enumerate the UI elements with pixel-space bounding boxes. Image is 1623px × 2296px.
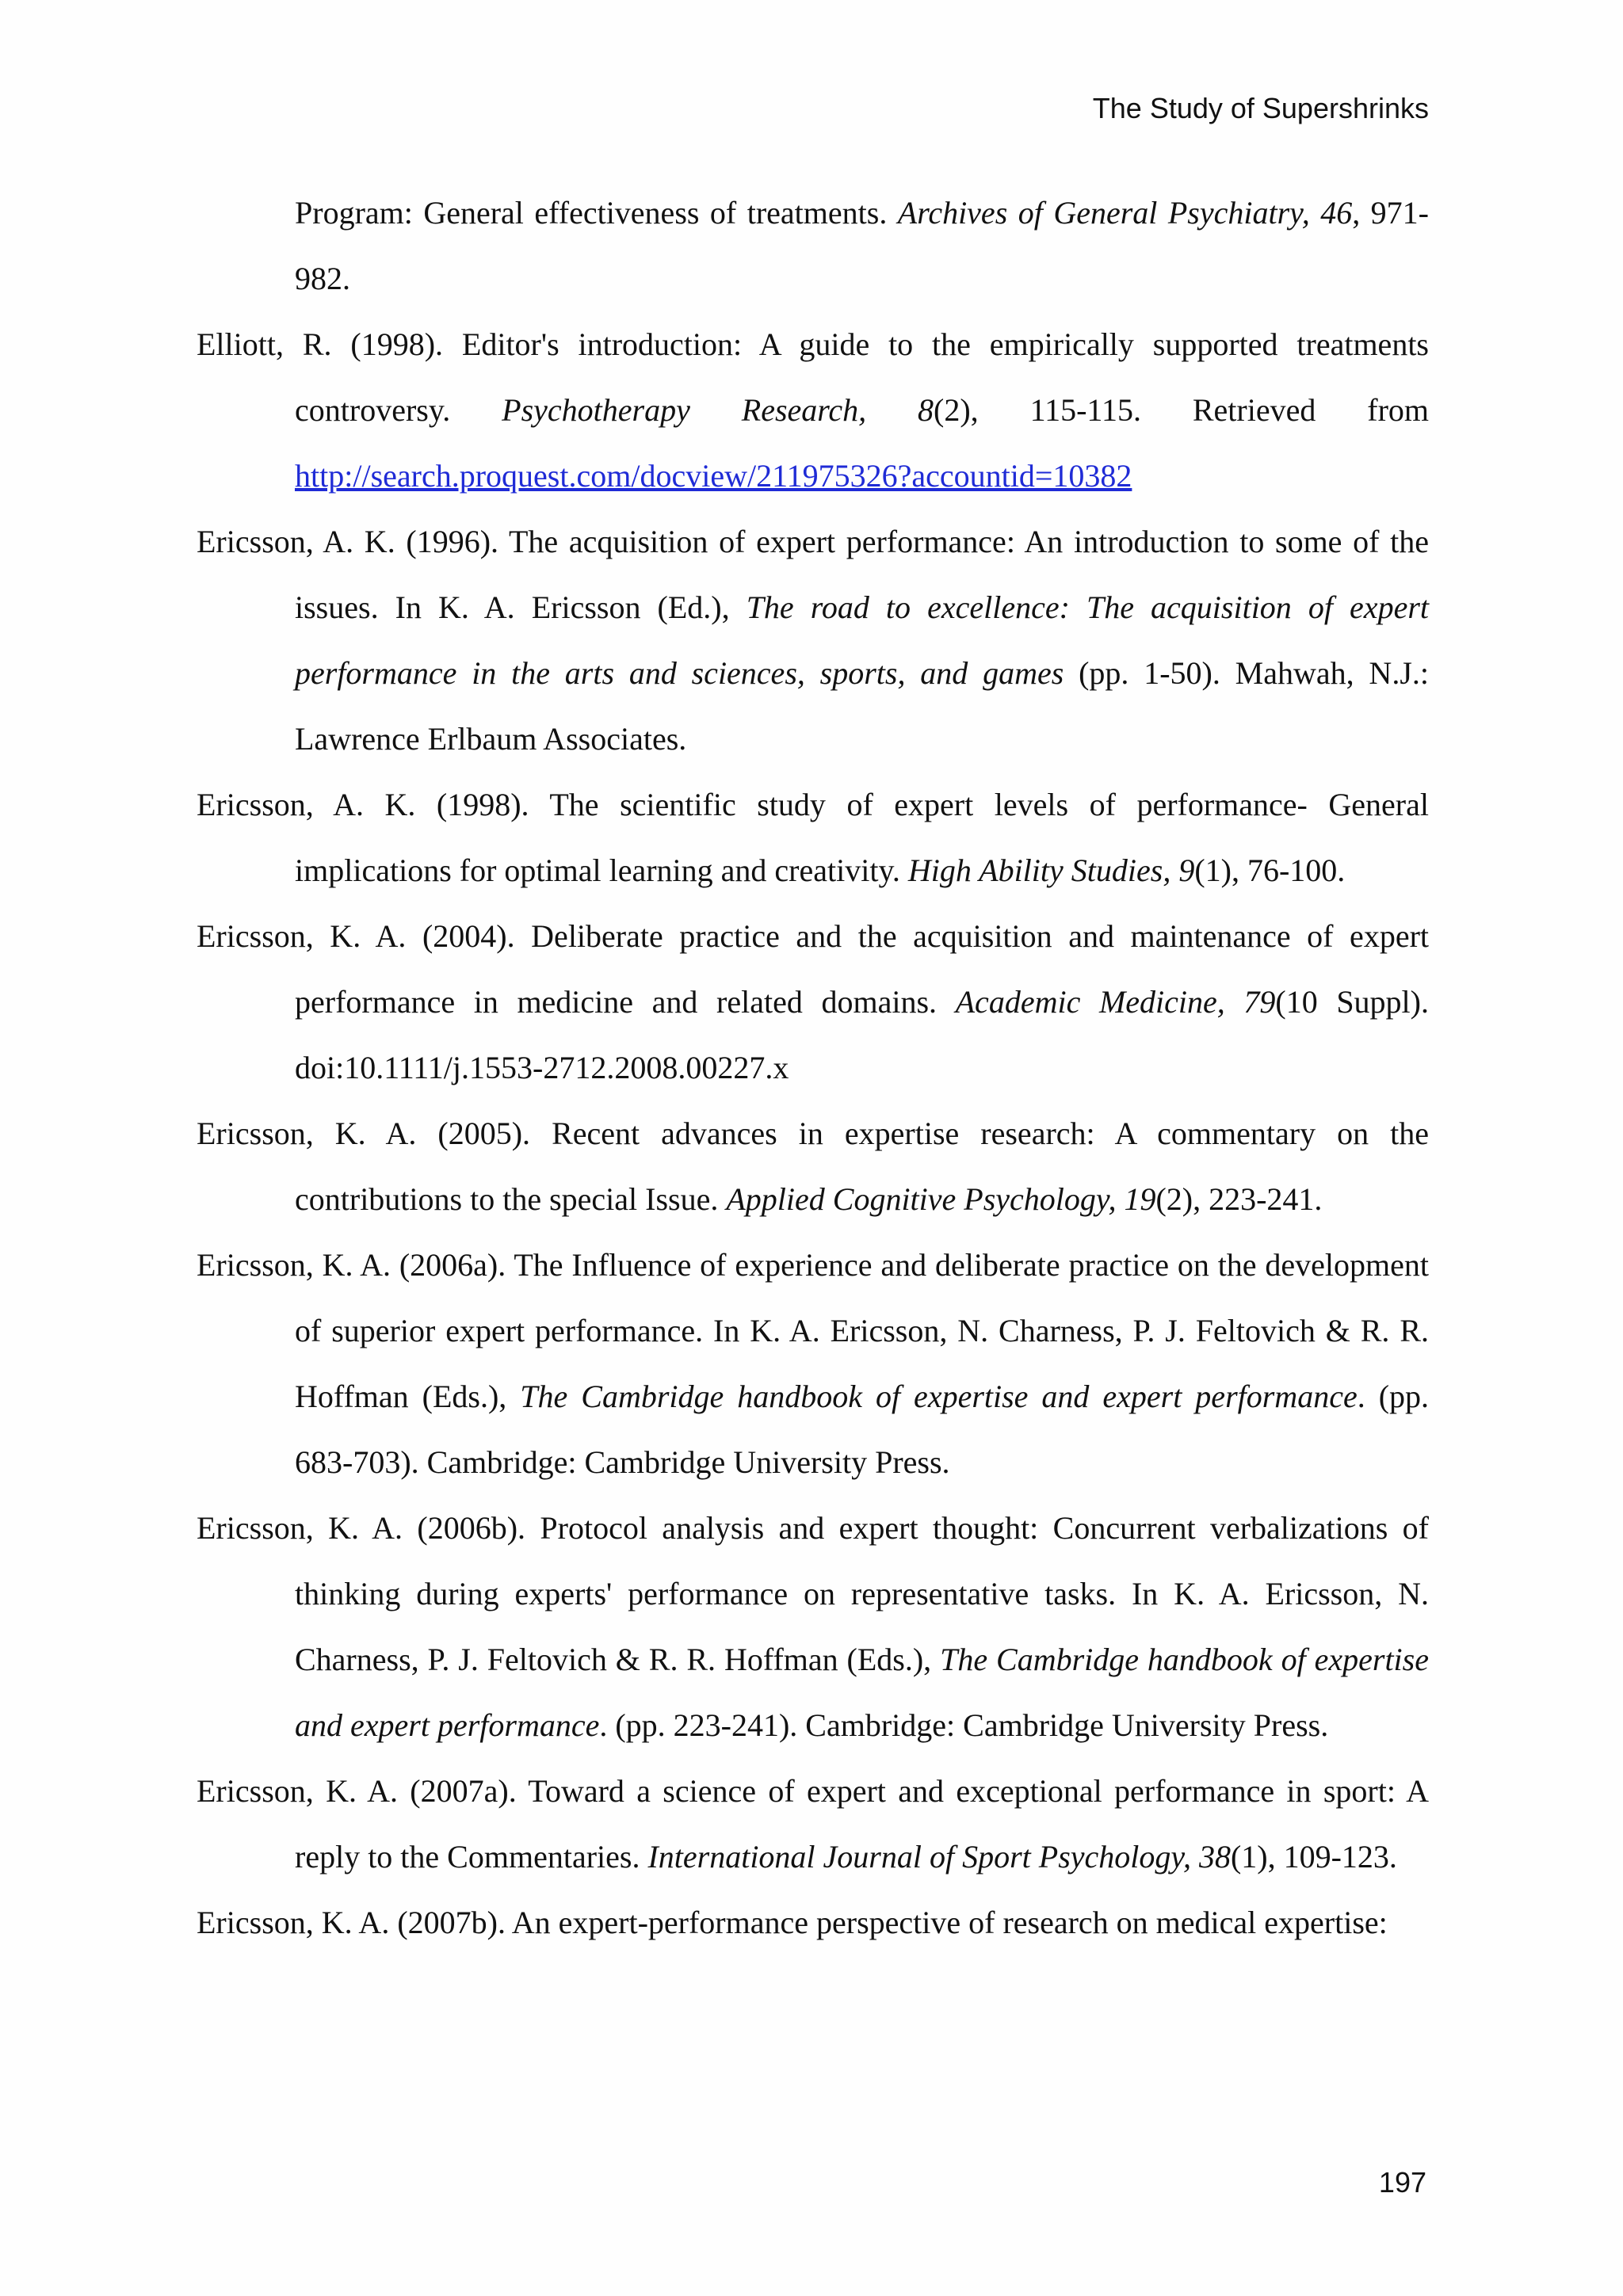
reference-tail: (1), 76-100.: [1194, 852, 1346, 888]
reference-text: Program: General effectiveness of treatments.: [295, 195, 898, 231]
reference-journal: The road to excellence: The acquisition of expert performance in the arts and sciences, sports, and games: [295, 589, 1429, 691]
reference-text: Ericsson, K. A. (2007a). Toward a science of expert and exceptional performance in sport: A reply to the Commentaries.: [197, 1773, 1429, 1875]
reference-text: Ericsson, K. A. (2006b). Protocol analysis and expert thought: Concurrent verbalizations of thinking during experts' performance on representative tasks. In K. A. Ericsson, N. Charness, P. J. Feltovich & R. R. Hoffman (Eds.),: [197, 1510, 1429, 1677]
reference-entry: [197, 772, 1429, 903]
reference-tail: , 971-982.: [295, 195, 1429, 296]
reference-entry: [197, 509, 1429, 772]
reference-tail: . (pp. 683-703). Cambridge: Cambridge University Press.: [295, 1379, 1430, 1480]
reference-journal: The Cambridge handbook of expertise and expert performance: [295, 1642, 1429, 1743]
reference-tail: . (pp. 223-241). Cambridge: Cambridge University Press.: [599, 1707, 1329, 1743]
reference-entry: [197, 1232, 1429, 1495]
reference-journal: Applied Cognitive Psychology, 19: [726, 1181, 1156, 1217]
reference-tail: (pp. 1-50). Mahwah, N.J.: Lawrence Erlbaum Associates.: [295, 655, 1429, 757]
reference-link[interactable]: http://search.proquest.com/docview/211975326?accountid=10382: [295, 458, 1132, 494]
reference-entry: [197, 311, 1429, 509]
reference-text: Ericsson, K. A. (2007b). An expert-performance perspective of research on medical expertise:: [197, 1905, 1388, 1940]
reference-journal: International Journal of Sport Psychology, 38: [647, 1839, 1231, 1875]
reference-text: Ericsson, K. A. (2005). Recent advances in expertise research: A commentary on the contributions to the special Issue.: [197, 1116, 1429, 1217]
reference-entry: [197, 903, 1429, 1100]
reference-list: [197, 180, 1429, 1955]
reference-journal: Academic Medicine, 79: [955, 984, 1276, 1020]
reference-journal: The Cambridge handbook of expertise and expert performance: [520, 1379, 1358, 1414]
reference-text: Ericsson, A. K. (1996). The acquisition of expert performance: An introduction to some of the issues. In K. A. Ericsson (Ed.),: [197, 524, 1429, 625]
reference-journal: Archives of General Psychiatry, 46: [897, 195, 1353, 231]
reference-entry: [197, 1890, 1429, 1955]
reference-text: Elliott, R. (1998). Editor's introduction: A guide to the empirically supported treatments controversy.: [197, 326, 1429, 428]
reference-text: Ericsson, K. A. (2004). Deliberate practice and the acquisition and maintenance of expert performance in medicine and related domains.: [197, 918, 1429, 1020]
reference-entry: [197, 1495, 1429, 1758]
reference-tail: (2), 115-115. Retrieved from: [934, 392, 1430, 428]
reference-entry: [197, 180, 1429, 311]
reference-text: Ericsson, A. K. (1998). The scientific study of expert levels of performance- General implications for optimal learning and creativity.: [197, 787, 1429, 888]
reference-tail: (10 Suppl). doi:10.1111/j.1553-2712.2008.00227.x: [295, 984, 1429, 1085]
page-number: 197: [1378, 2166, 1426, 2199]
reference-entry: [197, 1100, 1429, 1232]
reference-tail: (2), 223-241.: [1155, 1181, 1323, 1217]
reference-entry: [197, 1758, 1429, 1890]
running-head: The Study of Supershrinks: [1092, 92, 1429, 124]
reference-journal: High Ability Studies, 9: [907, 852, 1195, 888]
reference-journal: Psychotherapy Research, 8: [502, 392, 934, 428]
reference-tail: (1), 109-123.: [1230, 1839, 1397, 1875]
reference-text: Ericsson, K. A. (2006a). The Influence of experience and deliberate practice on the development of superior expert performance. In K. A. Ericsson, N. Charness, P. J. Feltovich & R. R. Hoffman (Eds.),: [197, 1247, 1429, 1414]
